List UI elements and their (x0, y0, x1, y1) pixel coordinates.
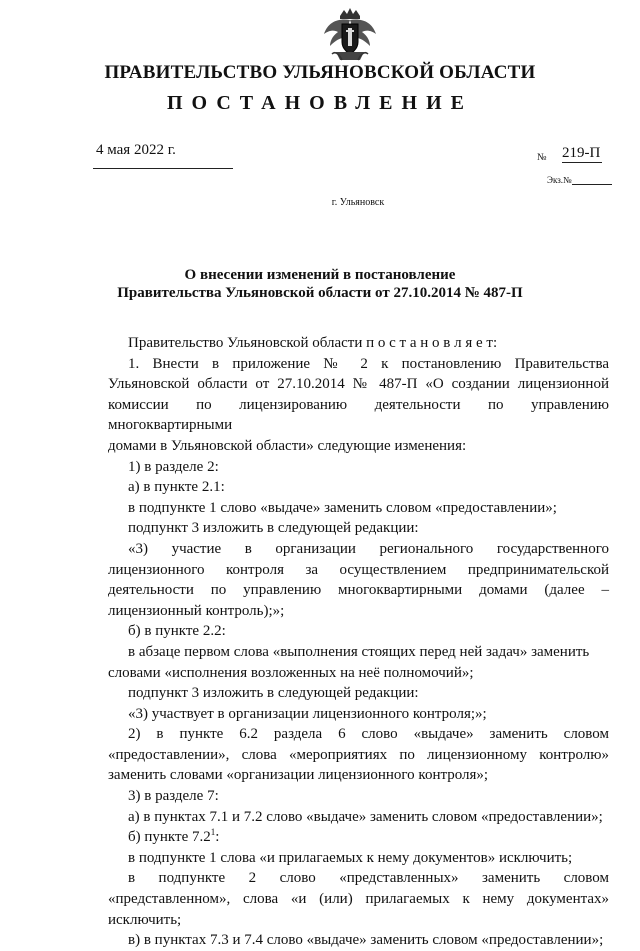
body-line: Ульяновской области от 27.10.2014 № 487-П «О создании лицензионной (108, 376, 609, 393)
body-line-colon: : (215, 829, 220, 846)
date-underline (93, 168, 233, 169)
body-line: 3) в разделе 7: (128, 788, 219, 805)
body-line-text: б) пункте 7.2 (128, 829, 211, 846)
body-line: в абзаце первом слова «выполнения стоящих перед ней задач» заменить (128, 643, 590, 660)
body-line: «представленном», слова «и (или) прилагаемых к нему документах» (108, 891, 609, 908)
body-line: словами «исполнения возложенных на неё полномочий»; (108, 664, 474, 681)
number-sign: № (537, 152, 547, 163)
copy-number (547, 175, 612, 185)
body-line: домами в Ульяновской области» следующие изменения: (108, 437, 467, 454)
body-line: подпункт 3 изложить в следующей редакции: (128, 520, 419, 537)
document-number: 219-П (562, 145, 601, 161)
body-line: заменить словами «организации лицензионного контроля»; (108, 767, 489, 784)
body-line: комиссии по лицензированию деятельности по управлению многоквартирными (108, 396, 609, 434)
body-line: подпункт 3 изложить в следующей редакции: (128, 685, 419, 702)
document-date: 4 мая 2022 г. (96, 142, 176, 158)
body-line: в подпункте 1 слова «и прилагаемых к нему документов» исключить; (128, 849, 573, 866)
body-line: в подпункте 2 слово «представленных» заменить словом (128, 870, 609, 887)
body-line: 1) в разделе 2: (128, 458, 219, 475)
body-line: б) в пункте 2.2: (128, 623, 226, 640)
copy-underline (572, 184, 612, 185)
body-line: в) в пунктах 7.3 и 7.4 слово «выдаче» заменить словом «предоставлении»; (128, 932, 604, 949)
heading-line-2: Правительства Ульяновской области от 27.10.2014 № 487-П (117, 285, 523, 301)
government-title: ПРАВИТЕЛЬСТВО УЛЬЯНОВСКОЙ ОБЛАСТИ (104, 62, 536, 83)
document-type: ПОСТАНОВЛЕНИЕ (167, 92, 473, 114)
body-line: 1. Внести в приложение № 2 к постановлению Правительства (128, 355, 609, 372)
body-line: «3) участвует в организации лицензионного контроля;»; (128, 705, 487, 722)
superscript: 1 (210, 827, 216, 838)
body-line (118, 827, 609, 848)
body-line: лицензионного контроля за осуществлением предпринимательской (108, 561, 609, 578)
document-heading (0, 266, 640, 302)
heading-line-1: О внесении изменений в постановление (184, 267, 456, 283)
body-line: «предоставлении», слова «мероприятиях по лицензионному контролю» (108, 746, 609, 763)
city: г. Ульяновск (331, 197, 385, 208)
coat-of-arms-icon (318, 6, 382, 64)
body-line: а) в пунктах 7.1 и 7.2 слово «выдаче» заменить словом «предоставлении»; (128, 808, 603, 825)
body-line: 2) в пункте 6.2 раздела 6 слово «выдаче» заменить словом (128, 726, 609, 743)
body-line: а) в пункте 2.1: (128, 479, 225, 496)
body-line: исключить; (108, 911, 182, 928)
document-body (108, 333, 609, 951)
body-line: в подпункте 1 слово «выдаче» заменить словом «предоставлении»; (128, 499, 557, 516)
copy-label: Экз.№ (547, 175, 572, 185)
body-line: деятельности по управлению многоквартирными домами (далее – (108, 582, 609, 599)
body-line: лицензионный контроль);»; (108, 602, 285, 619)
body-line: Правительство Ульяновской области п о с т а н о в л я е т: (128, 335, 498, 351)
body-line: «3) участие в организации регионального государственного (128, 540, 609, 557)
